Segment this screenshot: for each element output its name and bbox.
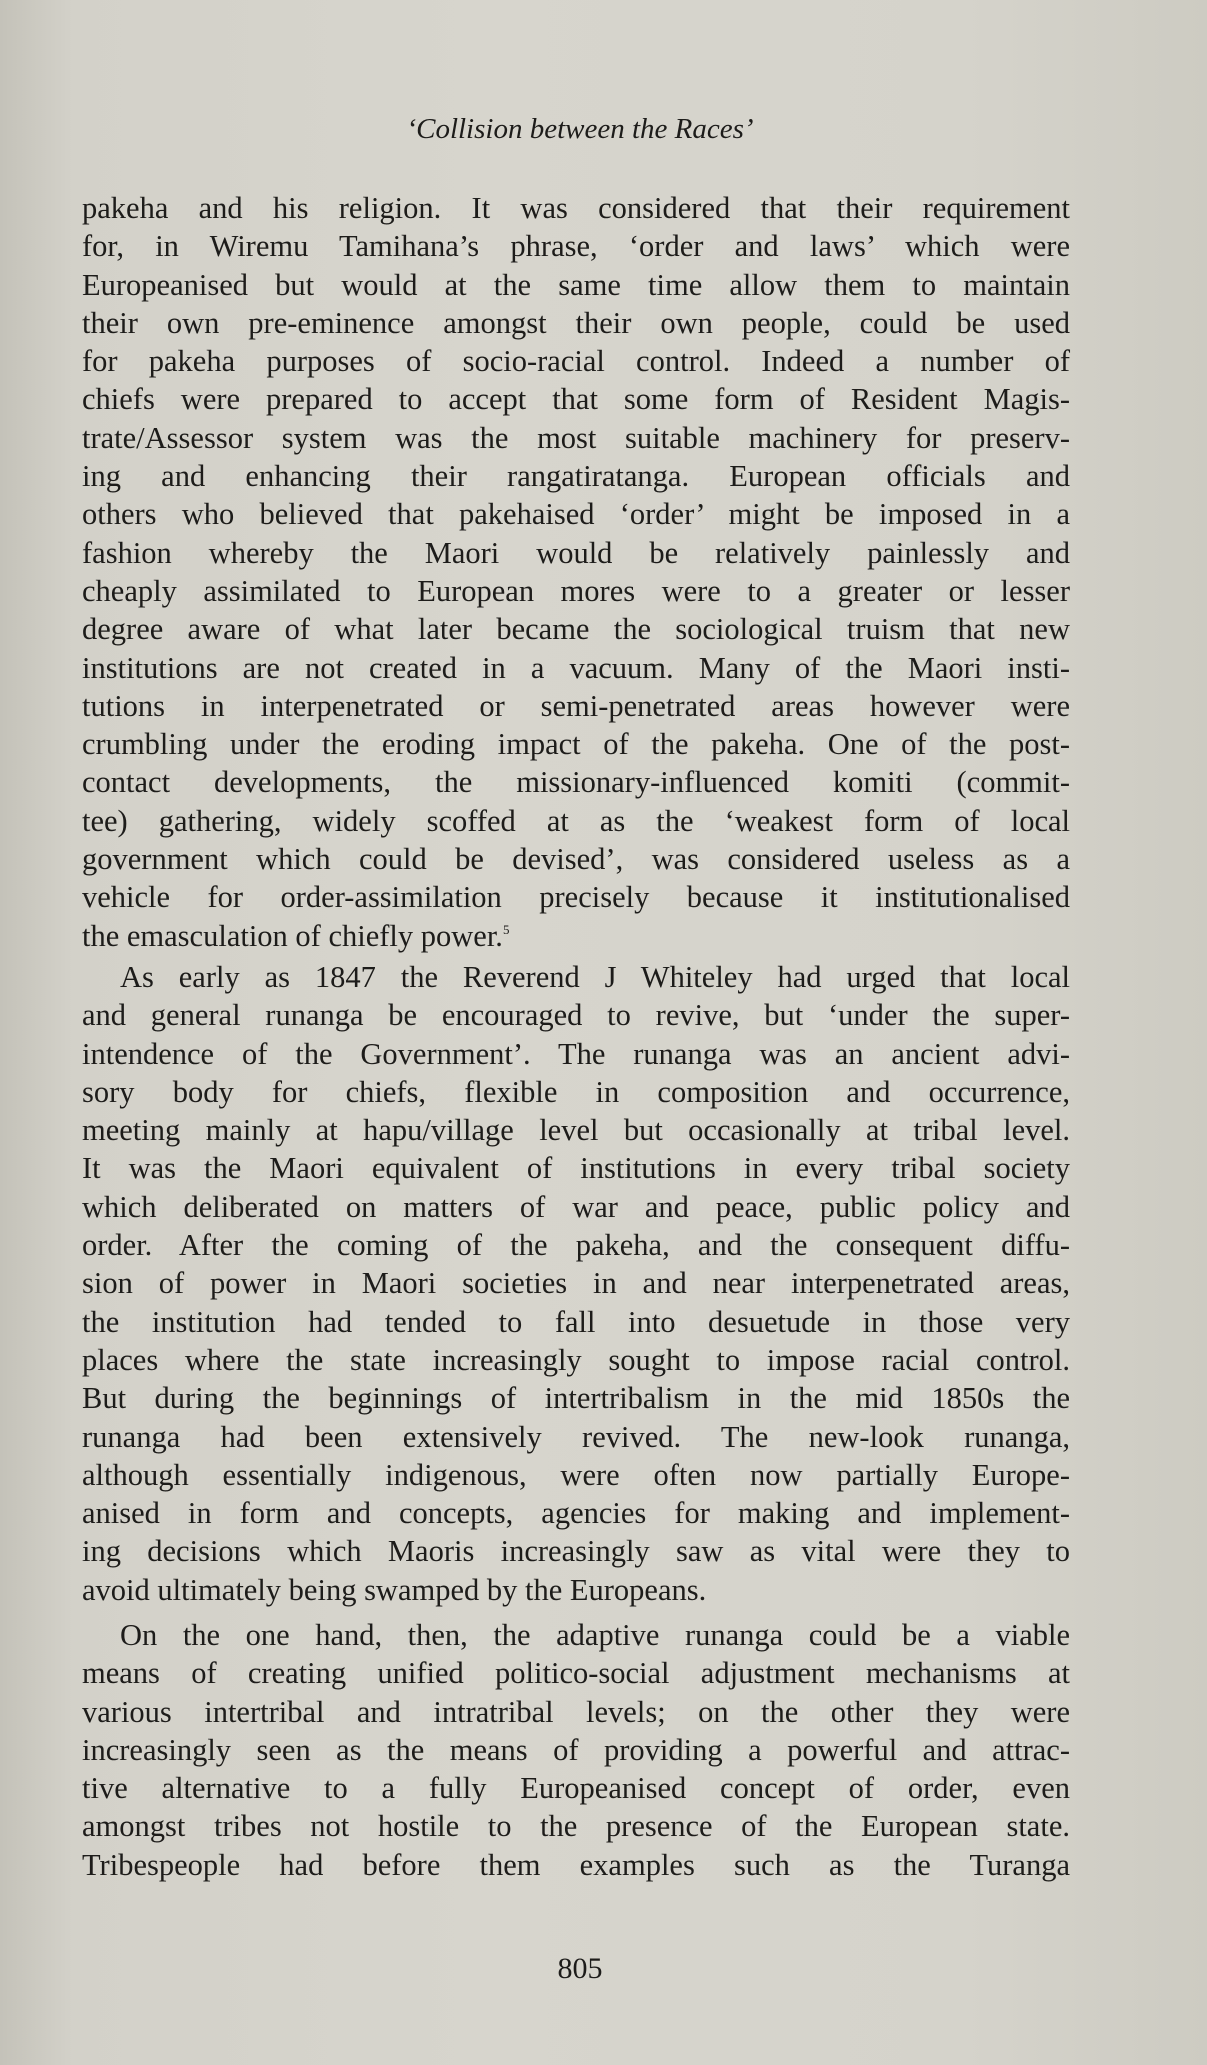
text-line: avoid ultimately being swamped by the Europeans. [82,1572,707,1607]
text-line: chiefs were prepared to accept that some form of Resident Magis- [82,382,1070,417]
text-line: and general runanga be encouraged to revive, but ‘under the super- [82,998,1070,1033]
text-line: various intertribal and intratribal levels; on the other they were [82,1694,1070,1729]
text-line: anised in form and concepts, agencies for making and implement- [82,1496,1070,1531]
running-head: ‘Collision between the Races’ [406,113,754,145]
paragraph-3 [82,1616,1070,1884]
text-line: pakeha and his religion. It was considered that their requirement [82,191,1070,225]
text-line: runanga had been extensively revived. The new-look runanga, [82,1419,1070,1454]
text-line: the institution had tended to fall into desuetude in those very [82,1304,1070,1339]
text-line: But during the beginnings of intertribalism in the mid 1850s the [82,1381,1070,1416]
text-line: institutions are not created in a vacuum. Many of the Maori insti- [82,650,1070,685]
text-line: tee) gathering, widely scoffed at as the ‘weakest form of local [82,803,1070,838]
text-line: As early as 1847 the Reverend J Whiteley had urged that local [120,959,1070,994]
text-line-content: the emasculation of chiefly power. [82,918,503,953]
text-line: It was the Maori equivalent of institutions in every tribal society [82,1151,1070,1186]
body-text [82,189,1070,1884]
text-line: cheaply assimilated to European mores were to a greater or lesser [82,573,1070,608]
text-line: vehicle for order-assimilation precisely because it institutionalised [82,880,1070,915]
footnote-marker[interactable]: 5 [502,921,510,937]
text-line: tive alternative to a fully Europeanised concept of order, even [82,1771,1070,1806]
page-number: 805 [557,1952,603,1985]
text-line: order. After the coming of the pakeha, and the consequent diffu- [82,1228,1070,1263]
text-line: Tribespeople had before them examples such as the Turanga [82,1847,1070,1882]
text-line: although essentially indigenous, were often now partially Europe- [82,1457,1070,1492]
text-line: places where the state increasingly sought to impose racial control. [82,1342,1070,1377]
paragraph-2 [82,958,1070,1609]
text-line: fashion whereby the Maori would be relatively painlessly and [82,535,1070,570]
text-line-with-footnote [82,917,1070,955]
text-line: which deliberated on matters of war and peace, public policy and [82,1189,1070,1224]
text-line: contact developments, the missionary-influenced komiti (commit- [82,765,1070,800]
text-line: others who believed that pakehaised ‘order’ might be imposed in a [82,497,1070,532]
text-line: increasingly seen as the means of providing a powerful and attrac- [82,1732,1070,1767]
text-line: ing and enhancing their rangatiratanga. European officials and [82,459,1070,494]
text-line: amongst tribes not hostile to the presence of the European state. [82,1809,1070,1844]
text-line: government which could be devised’, was considered useless as a [82,842,1070,877]
text-line: trate/Assessor system was the most suitable machinery for preserv- [82,420,1070,455]
text-line: means of creating unified politico-social adjustment mechanisms at [82,1656,1070,1691]
text-line: ing decisions which Maoris increasingly saw as vital were they to [82,1534,1070,1569]
paragraph-1 [82,189,1070,955]
text-line: their own pre-eminence amongst their own people, could be used [82,305,1070,340]
text-line: for pakeha purposes of socio-racial control. Indeed a number of [82,344,1070,379]
text-line: Europeanised but would at the same time allow them to maintain [82,267,1070,302]
text-line: sory body for chiefs, flexible in composition and occurrence, [82,1074,1070,1109]
text-line: degree aware of what later became the sociological truism that new [82,612,1070,647]
text-line: On the one hand, then, the adaptive runanga could be a viable [120,1617,1070,1652]
text-line: intendence of the Government’. The runanga was an ancient advi- [82,1036,1070,1071]
text-line: meeting mainly at hapu/village level but occasionally at tribal level. [82,1113,1070,1148]
text-line: for, in Wiremu Tamihana’s phrase, ‘order and laws’ which were [82,229,1070,264]
text-line: sion of power in Maori societies in and near interpenetrated areas, [82,1266,1070,1301]
text-line: crumbling under the eroding impact of the pakeha. One of the post- [82,727,1070,762]
text-line: tutions in interpenetrated or semi-penetrated areas however were [82,688,1070,723]
